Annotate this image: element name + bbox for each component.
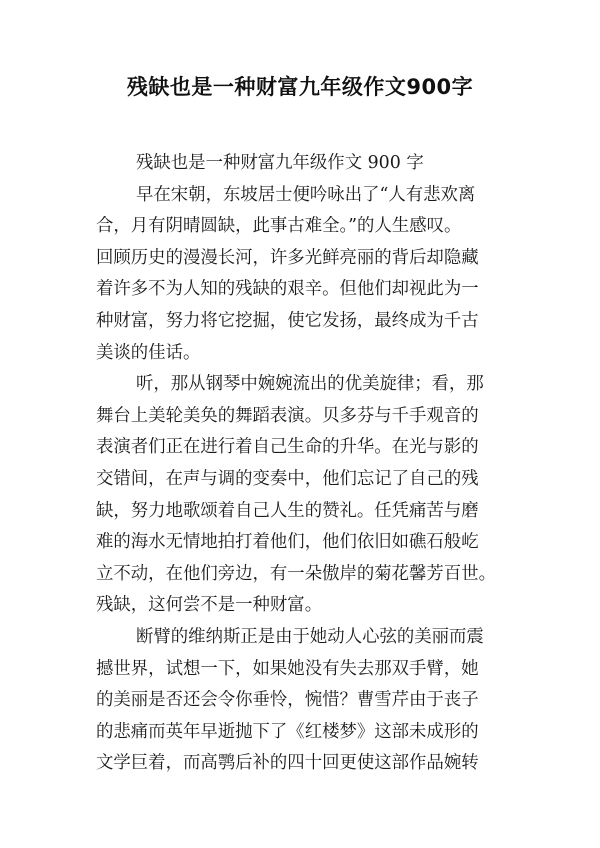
- body-line: 表演者们正在进行着自己生命的升华。在光与影的: [96, 437, 479, 458]
- document-body: [96, 148, 516, 780]
- body-line: 着许多不为人知的残缺的艰辛。但他们却视此为一: [96, 279, 479, 300]
- body-line: 合，月有阴晴圆缺，此事古难全。”的人生感叹。: [96, 216, 462, 237]
- body-line: 种财富，努力将它挖掘，使它发扬，最终成为千古: [96, 310, 479, 331]
- body-line: 立不动，在他们旁边，有一朵傲岸的菊花馨芳百世。: [96, 563, 496, 584]
- body-line: 难的海水无情地拍打着他们，他们依旧如礁石般屹: [96, 532, 479, 553]
- body-line: 回顾历史的漫漫长河，许多光鲜亮丽的背后却隐藏: [96, 247, 479, 268]
- body-line: 缺，努力地歌颂着自己人生的赞礼。任凭痛苦与磨: [96, 500, 479, 521]
- body-line: 残缺也是一种财富九年级作文 900 字: [136, 153, 424, 173]
- document-title: 残缺也是一种财富九年级作文900字: [126, 75, 474, 99]
- body-line: 听，那从钢琴中婉婉流出的优美旋律；看，那: [136, 374, 484, 395]
- body-line: 残缺，这何尝不是一种财富。: [96, 595, 323, 616]
- body-line: 文学巨着，而高鹗后补的四十回更使这部作品婉转: [96, 753, 479, 774]
- body-line: 美谈的佳话。: [96, 342, 201, 363]
- body-line: 的悲痛而英年早逝抛下了《红楼梦》这部未成形的: [96, 721, 479, 742]
- body-line: 舞台上美轮美奂的舞蹈表演。贝多芬与千手观音的: [96, 405, 479, 426]
- body-line: 撼世界，试想一下，如果她没有失去那双手臂，她: [96, 658, 479, 679]
- body-line: 断臂的维纳斯正是由于她动人心弦的美丽而震: [136, 626, 484, 647]
- body-line: 交错间，在声与调的变奏中，他们忘记了自己的残: [96, 468, 479, 489]
- body-line: 早在宋朝，东坡居士便吟咏出了“人有悲欢离: [136, 184, 476, 205]
- body-line: 的美丽是否还会令你垂怜，惋惜？曹雪芹由于丧子: [96, 690, 479, 711]
